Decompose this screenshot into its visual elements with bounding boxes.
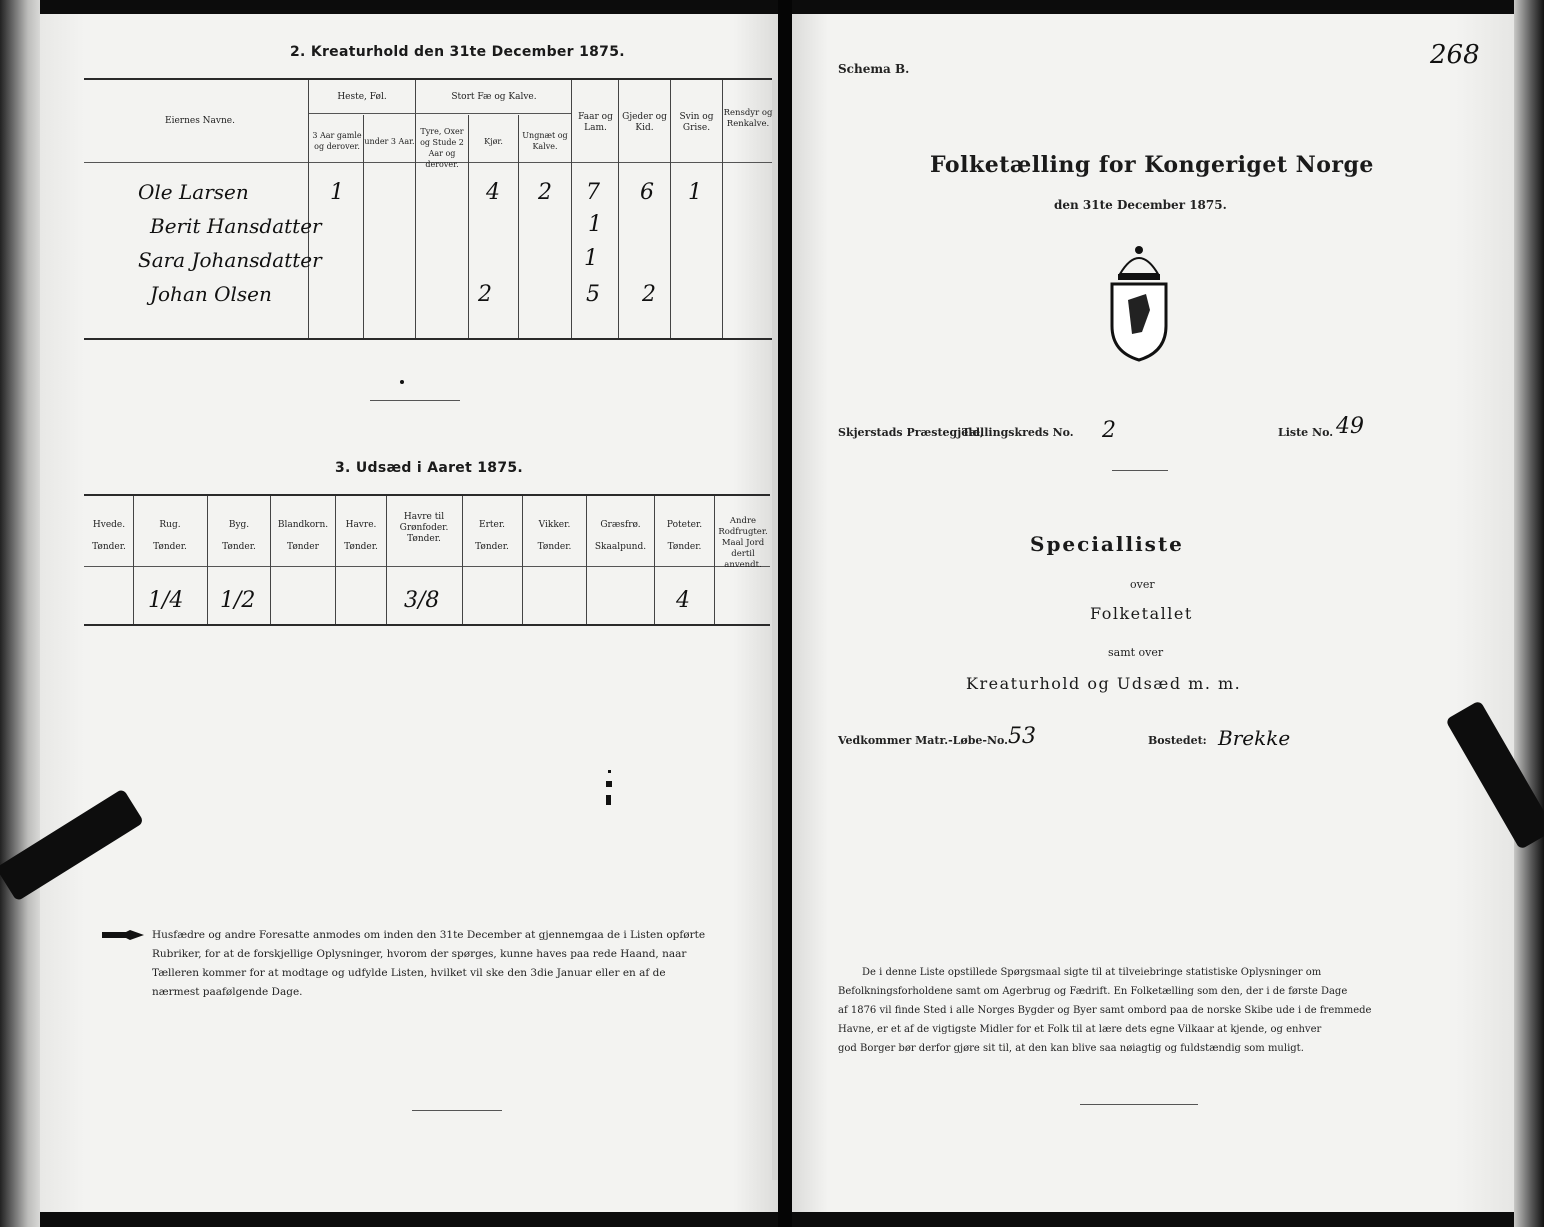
cell-sheep: 1 (584, 246, 598, 271)
pointing-hand-icon (100, 928, 148, 942)
schema-label: Schema B. (838, 62, 910, 76)
district-number: 2 (1102, 418, 1116, 443)
over-text: over (1130, 578, 1155, 591)
cell-sheep: 1 (588, 212, 602, 237)
bottom-rule (412, 1110, 502, 1111)
ink-dot (400, 380, 404, 384)
bottom-rule (1080, 1104, 1198, 1105)
footer-line: Havne, er et af de vigtigste Midler for et Folk til at lære dets egne Vilkaar at kjende, og enhver (838, 1024, 1322, 1035)
table-bottom-rule (84, 338, 772, 340)
seed-value-poteter: 4 (676, 588, 690, 613)
separator-rule (370, 400, 460, 401)
seed-header-byg: Byg. Tønder. (222, 520, 256, 552)
census-date: den 31te December 1875. (1054, 198, 1227, 212)
header-goats: Gjeder og Kid. (622, 112, 667, 133)
cell-sheep: 5 (586, 282, 600, 307)
matr-label: Vedkommer Matr.-Løbe-No. (838, 734, 1008, 747)
main-title: Folketælling for Kongeriget Norge (930, 152, 1374, 178)
seed-value-byg: 1/2 (220, 588, 256, 613)
seed-header-poteter: Poteter. Tønder. (666, 520, 703, 552)
header-cattle-cows: Kjør. (484, 137, 503, 146)
owner-name: Berit Hansdatter (150, 214, 322, 238)
cell-cows: 4 (486, 180, 500, 205)
seed-value-rug: 1/4 (148, 588, 184, 613)
seed-header-bottom-rule (84, 566, 770, 567)
bosted-label: Bostedet: (1148, 734, 1207, 747)
header-sheep: Faar og Lam. (578, 112, 613, 133)
samt-over-text: samt over (1108, 646, 1164, 659)
seed-header-hvede: Hvede. Tønder. (92, 520, 126, 552)
book-spine (778, 0, 792, 1227)
cell-cows: 2 (478, 282, 492, 307)
header-horses-old: 3 Aar gamle og derover. (312, 131, 362, 151)
list-label: Liste No. (1278, 426, 1334, 439)
header-cattle-oxen: Tyre, Oxer og Stude 2 Aar og derover. (420, 127, 464, 169)
seed-header-rug: Rug. Tønder. (153, 520, 187, 552)
separator-rule (1112, 470, 1168, 471)
bosted-value: Brekke (1218, 726, 1291, 750)
header-reindeer: Rensdyr og Renkalve. (723, 108, 773, 129)
list-number: 49 (1336, 414, 1364, 439)
cell-pigs: 1 (688, 180, 702, 205)
seed-header-havre: Havre. Tønder. (344, 520, 378, 552)
cell-young: 2 (538, 180, 552, 205)
notice-line: nærmest paafølgende Dage. (152, 986, 303, 998)
header-cattle-young: Ungnæt og Kalve. (522, 131, 568, 151)
notice-line: Husfædre og andre Foresatte anmodes om inden den 31te December at gjennemgaa de i Listen opførte (152, 929, 706, 941)
notice-line: Rubriker, for at de forskjellige Oplysninger, hvorom der spørges, kunne haves paa rede Haand, naar (152, 948, 687, 960)
cell-horses-old: 1 (330, 180, 344, 205)
district-label: Tællingskreds No. (962, 426, 1074, 439)
seed-header-vikker: Vikker. Tønder. (537, 520, 572, 552)
header-owner: Eiernes Navne. (165, 116, 235, 126)
folketallet-text: Folketallet (1090, 604, 1193, 623)
page-number-stamp: 268 (1430, 40, 1480, 70)
seed-header-erter: Erter. Tønder. (475, 520, 509, 552)
seed-header-graesfro: Græsfrø. Skaalpund. (594, 520, 647, 552)
kreaturhold-title: Kreaturhold og Udsæd m. m. (966, 674, 1242, 693)
cell-goats: 6 (640, 180, 654, 205)
footer-line: god Borger bør derfor gjøre sit til, at den kan blive saa nøiagtig og fuldstændig som muligt. (838, 1043, 1304, 1054)
owner-name: Sara Johansdatter (138, 248, 322, 272)
header-cattle: Stort Fæ og Kalve. (451, 92, 537, 102)
matr-number: 53 (1008, 724, 1036, 749)
book-edge-left (0, 0, 40, 1227)
seed-table-bottom-rule (84, 624, 770, 626)
cell-sheep: 7 (586, 180, 600, 205)
parish-label: Skjerstads Præstegjeld, (838, 426, 984, 439)
section3-title: 3. Udsæd i Aaret 1875. (335, 460, 524, 476)
seed-value-gronfoder: 3/8 (404, 588, 440, 613)
notice-line: Tælleren kommer for at modtage og udfylde Listen, hvilket vil ske den 3die Januar eller en af de (152, 967, 666, 979)
footer-line: Befolkningsforholdene samt om Agerbrug og Fædrift. En Folketælling som den, der i de første Dage (838, 986, 1348, 997)
cell-goats: 2 (642, 282, 656, 307)
footer-line: De i denne Liste opstillede Spørgsmaal sigte til at tilveiebringe statistiske Oplysninger om (862, 967, 1322, 978)
seed-header-rodfrugter: Andre Rodfrugter. Maal Jord dertil anvendt. (718, 516, 768, 570)
seed-header-blandkorn: Blandkorn. Tønder (277, 520, 329, 552)
footer-line: af 1876 vil finde Sted i alle Norges Bygder og Byer samt ombord paa de norske Skibe ude i de fremmede (838, 1005, 1372, 1016)
coat-of-arms-icon (1106, 240, 1172, 362)
table-top-rule (84, 78, 772, 80)
section2-title: 2. Kreaturhold den 31te December 1875. (290, 44, 625, 60)
owner-name: Ole Larsen (138, 180, 249, 204)
book-edge-right (1514, 0, 1544, 1227)
ink-blot (606, 770, 612, 810)
header-pigs: Svin og Grise. (679, 112, 714, 133)
header-horses-young: under 3 Aar. (364, 137, 415, 146)
bleed-through (772, 80, 778, 1180)
header-horses: Heste, Føl. (337, 92, 387, 102)
special-list-title: Specialliste (1030, 532, 1184, 556)
owner-name: Johan Olsen (150, 282, 272, 306)
seed-table-top-rule (84, 494, 770, 496)
seed-header-gronfoder: Havre til Grønfoder. Tønder. (399, 512, 449, 544)
